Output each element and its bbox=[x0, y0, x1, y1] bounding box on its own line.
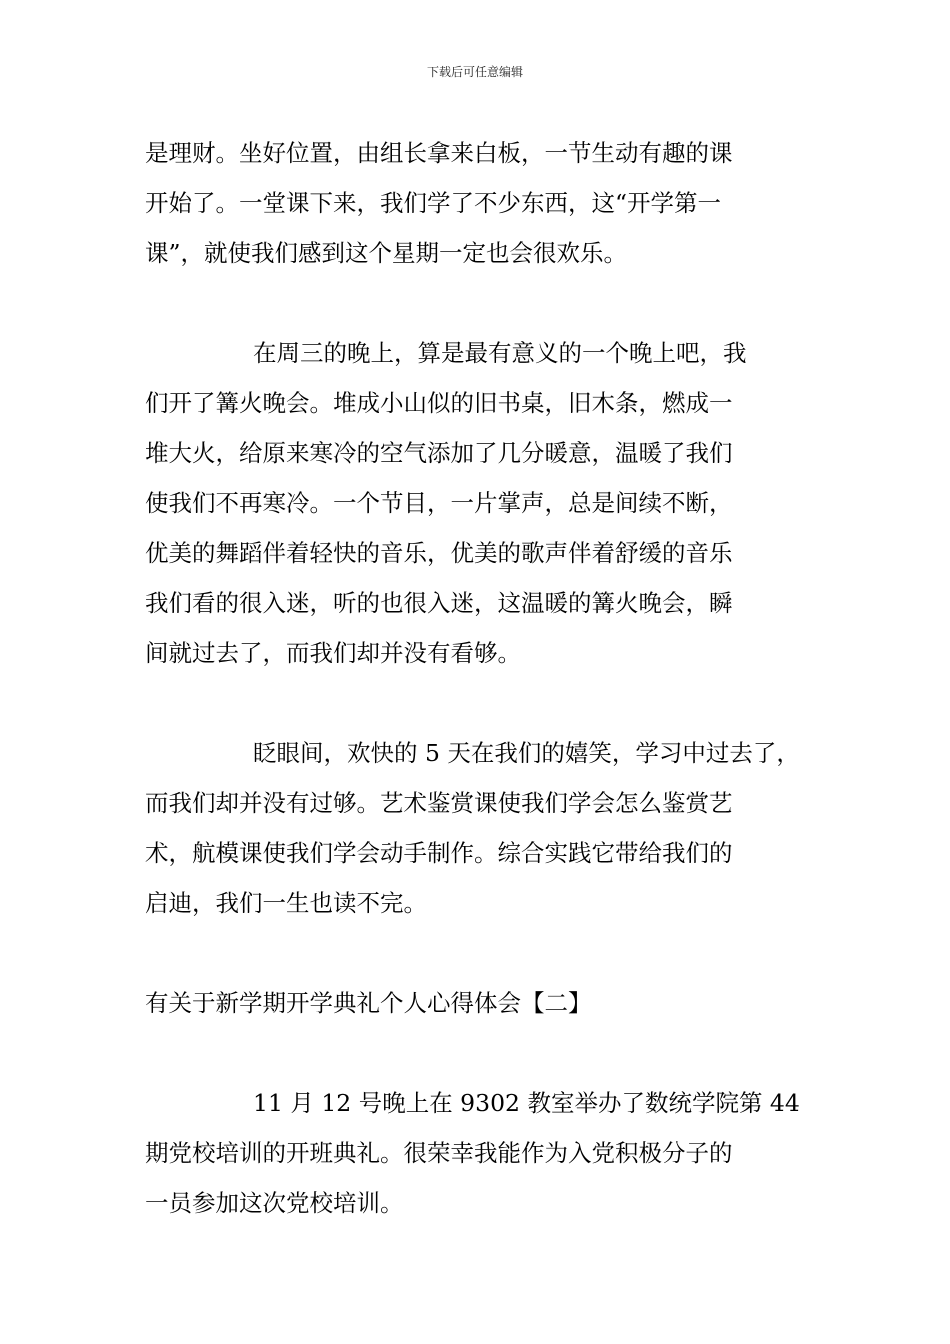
paragraph bbox=[145, 328, 805, 678]
text-line: 而我们却并没有过够。艺术鉴赏课使我们学会怎么鉴赏艺 bbox=[145, 789, 733, 817]
paragraph-gap bbox=[145, 278, 805, 328]
paragraph bbox=[145, 1078, 805, 1228]
text-line: 眨眼间，欢快的 5 天在我们的嬉笑，学习中过去了， bbox=[253, 739, 800, 767]
paragraph-gap bbox=[145, 928, 805, 978]
section-heading bbox=[145, 978, 805, 1028]
text-line: 在周三的晚上，算是最有意义的一个晚上吧，我 bbox=[253, 339, 747, 367]
text-line: 优美的舞蹈伴着轻快的音乐，优美的歌声伴着舒缓的音乐 bbox=[145, 539, 733, 567]
text-line: 间就过去了，而我们却并没有看够。 bbox=[145, 639, 521, 667]
text-line: 术，航模课使我们学会动手制作。综合实践它带给我们的 bbox=[145, 839, 733, 867]
text-line: 11 月 12 号晚上在 9302 教室举办了数统学院第 44 bbox=[253, 1089, 800, 1117]
text-line: 是理财。坐好位置，由组长拿来白板，一节生动有趣的课 bbox=[145, 139, 733, 167]
text-line: 我们看的很入迷，听的也很入迷，这温暖的篝火晚会，瞬 bbox=[145, 589, 733, 617]
text-line: 课”，就使我们感到这个星期一定也会很欢乐。 bbox=[145, 239, 628, 267]
text-line: 们开了篝火晚会。堆成小山似的旧书桌，旧木条，燃成一 bbox=[145, 389, 733, 417]
text-line: 开始了。一堂课下来，我们学了不少东西，这“开学第一 bbox=[145, 189, 722, 217]
paragraph-gap bbox=[145, 1028, 805, 1078]
paragraph-gap bbox=[145, 678, 805, 728]
paragraph bbox=[145, 728, 805, 928]
text-line: 堆大火，给原来寒冷的空气添加了几分暖意，温暖了我们 bbox=[145, 439, 733, 467]
text-line: 使我们不再寒冷。一个节目，一片掌声，总是间续不断， bbox=[145, 489, 733, 517]
document-body bbox=[145, 128, 805, 1228]
page-header: 下载后可任意编辑 bbox=[426, 65, 523, 79]
text-line: 期党校培训的开班典礼。很荣幸我能作为入党积极分子的 bbox=[145, 1139, 733, 1167]
heading-text: 有关于新学期开学典礼个人心得体会【二】 bbox=[145, 989, 592, 1017]
text-line: 一员参加这次党校培训。 bbox=[145, 1189, 404, 1217]
paragraph bbox=[145, 128, 805, 278]
text-line: 启迪，我们一生也读不完。 bbox=[145, 889, 427, 917]
